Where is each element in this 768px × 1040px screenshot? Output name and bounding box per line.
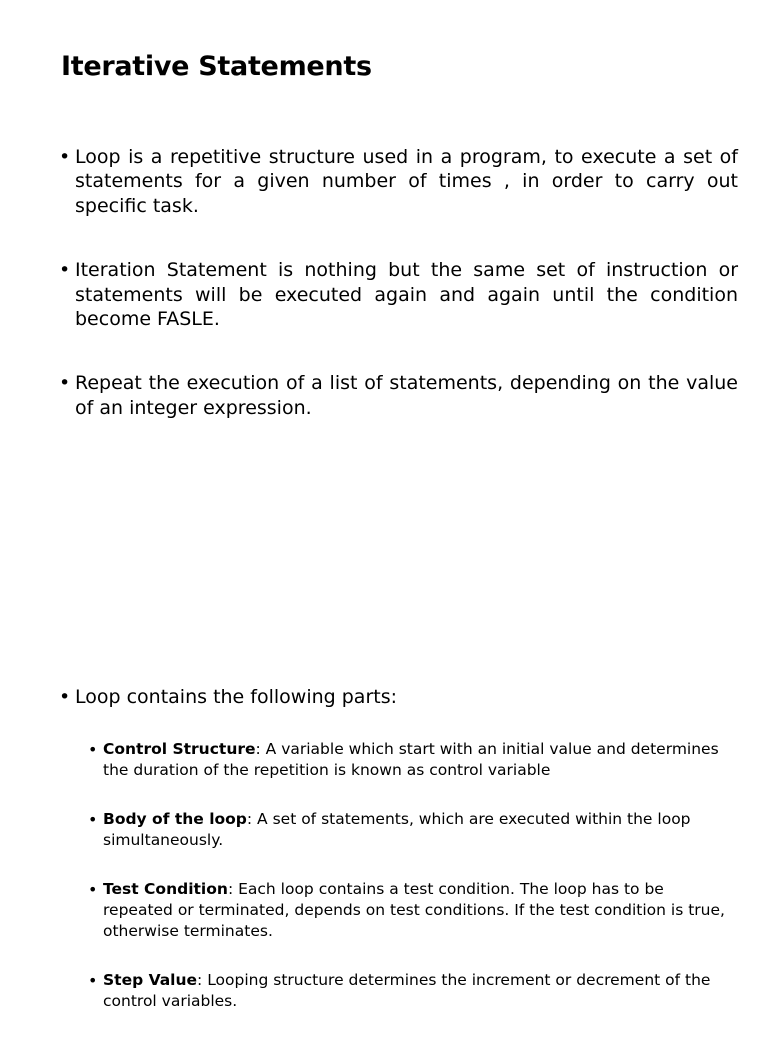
bullet-icon: •	[88, 810, 98, 829]
bullet-icon: •	[88, 740, 98, 759]
bullet-text: Loop contains the following parts:	[75, 686, 398, 708]
bullet-item	[59, 371, 738, 420]
sub-bullet-text: : A set of statements, which are executed within the loop simultaneously.	[103, 810, 691, 849]
slide-1	[0, 0, 768, 512]
sub-bullet-list	[88, 739, 738, 1040]
bullet-list	[59, 145, 738, 460]
sub-bullet-content	[103, 740, 719, 779]
bullet-icon: •	[59, 259, 71, 282]
bullet-item	[59, 145, 738, 218]
sub-bullet-item	[88, 970, 738, 1012]
sub-bullet-text: : Each loop contains a test condition. The loop has to be repeated or terminated, depends on test conditions. If the test condition is true, otherwise terminates.	[103, 880, 725, 940]
sub-bullet-content	[103, 810, 691, 849]
sub-bullet-item	[88, 809, 738, 851]
bullet-text: Repeat the execution of a list of statements, depending on the value of an integer expression.	[75, 372, 738, 419]
bullet-text: Iteration Statement is nothing but the same set of instruction or statements will be executed again and again until the condition become FASLE.	[75, 259, 738, 331]
sub-bullet-item	[88, 879, 738, 942]
sub-bullet-content	[103, 880, 725, 940]
bullet-icon: •	[59, 146, 71, 168]
sub-bullet-term: Test Condition	[103, 880, 228, 898]
slide-title: Iterative Statements	[61, 51, 372, 82]
sub-bullet-text: : A variable which start with an initial value and determines the duration of the repetition is known as control variable	[103, 740, 719, 779]
slide-2	[0, 512, 768, 1024]
bullet-text: Loop is a repetitive structure used in a program, to execute a set of statements for a given number of times , in order to carry out specific task.	[75, 146, 738, 217]
bullet-icon: •	[88, 880, 98, 899]
sub-bullet-text: : Looping structure determines the increment or decrement of the control variables.	[103, 971, 711, 1010]
bullet-icon: •	[59, 372, 71, 395]
sub-bullet-content	[103, 971, 710, 1010]
bullet-item	[59, 258, 738, 331]
sub-bullet-item	[88, 739, 738, 781]
sub-bullet-term: Step Value	[103, 971, 198, 989]
sub-bullet-term: Body of the loop	[103, 810, 247, 828]
bullet-icon: •	[88, 971, 98, 990]
bullet-icon: •	[59, 686, 71, 708]
sub-bullet-term: Control Structure	[103, 740, 256, 758]
bullet-item	[59, 685, 738, 709]
bullet-list	[59, 685, 738, 709]
